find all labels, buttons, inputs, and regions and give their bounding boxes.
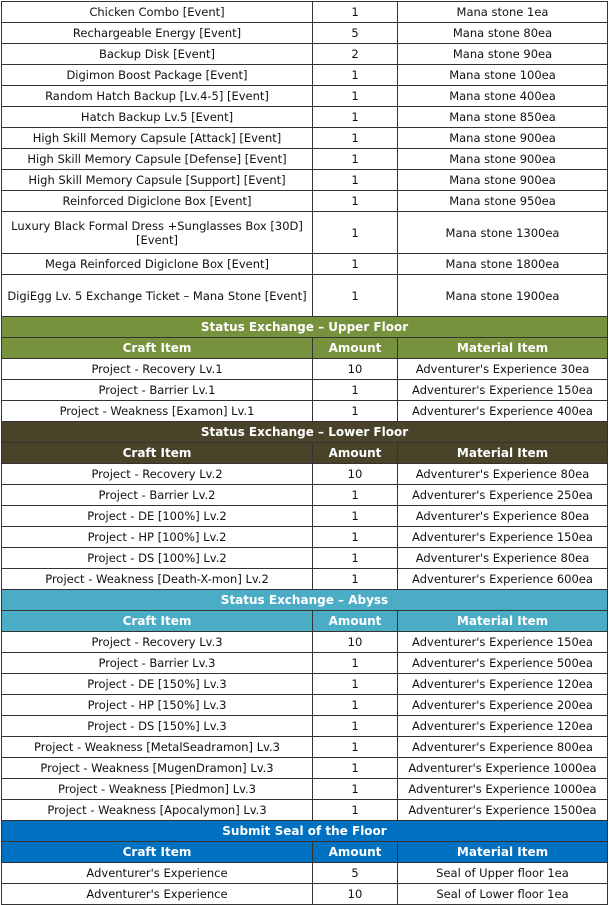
craft-item-cell: Project - DS [150%] Lv.3	[2, 716, 313, 737]
craft-item-cell: Project - Barrier Lv.3	[2, 653, 313, 674]
material-item-cell: Adventurer's Experience 30ea	[398, 359, 608, 380]
amount-cell: 10	[313, 464, 398, 485]
amount-cell: 1	[313, 65, 398, 86]
exchange-table-body	[2, 2, 608, 905]
amount-cell: 1	[313, 674, 398, 695]
material-item-cell: Seal of Upper floor 1ea	[398, 863, 608, 884]
material-item-cell: Adventurer's Experience 1000ea	[398, 779, 608, 800]
amount-cell: 1	[313, 695, 398, 716]
amount-cell: 1	[313, 653, 398, 674]
table-row	[2, 380, 608, 401]
table-row	[2, 65, 608, 86]
amount-cell: 1	[313, 401, 398, 422]
material-item-cell: Adventurer's Experience 500ea	[398, 653, 608, 674]
amount-cell: 1	[313, 548, 398, 569]
table-row	[2, 464, 608, 485]
table-row	[2, 506, 608, 527]
section-title: Status Exchange – Upper Floor	[2, 317, 608, 338]
column-header-row	[2, 611, 608, 632]
amount-cell: 1	[313, 800, 398, 821]
table-row	[2, 674, 608, 695]
column-header-row	[2, 443, 608, 464]
table-row	[2, 44, 608, 65]
section-title-row	[2, 422, 608, 443]
craft-item-cell: Project - Weakness [MetalSeadramon] Lv.3	[2, 737, 313, 758]
material-item-header: Material Item	[398, 338, 608, 359]
table-row	[2, 863, 608, 884]
craft-item-cell: Project - HP [100%] Lv.2	[2, 527, 313, 548]
amount-cell: 10	[313, 359, 398, 380]
table-row	[2, 695, 608, 716]
material-item-cell: Mana stone 900ea	[398, 170, 608, 191]
material-item-cell: Adventurer's Experience 600ea	[398, 569, 608, 590]
amount-cell: 1	[313, 779, 398, 800]
craft-item-cell: High Skill Memory Capsule [Support] [Event]	[2, 170, 313, 191]
craft-item-cell: Project - Recovery Lv.3	[2, 632, 313, 653]
amount-cell: 1	[313, 107, 398, 128]
material-item-cell: Mana stone 1ea	[398, 2, 608, 23]
material-item-header: Material Item	[398, 443, 608, 464]
craft-item-cell: Project - DE [100%] Lv.2	[2, 506, 313, 527]
table-row	[2, 359, 608, 380]
amount-cell: 1	[313, 86, 398, 107]
material-item-header: Material Item	[398, 842, 608, 863]
amount-cell: 1	[313, 569, 398, 590]
table-row	[2, 170, 608, 191]
amount-cell: 1	[313, 380, 398, 401]
craft-item-cell: Mega Reinforced Digiclone Box [Event]	[2, 254, 313, 275]
section-title: Status Exchange – Lower Floor	[2, 422, 608, 443]
amount-cell: 10	[313, 632, 398, 653]
material-item-cell: Mana stone 400ea	[398, 86, 608, 107]
craft-item-cell: DigiEgg Lv. 5 Exchange Ticket – Mana Stone [Event]	[2, 275, 313, 317]
exchange-table	[1, 1, 608, 905]
craft-item-cell: Adventurer's Experience	[2, 884, 313, 905]
table-row	[2, 800, 608, 821]
amount-cell: 1	[313, 737, 398, 758]
material-item-cell: Adventurer's Experience 120ea	[398, 716, 608, 737]
craft-item-header: Craft Item	[2, 443, 313, 464]
craft-item-cell: Luxury Black Formal Dress +Sunglasses Box [30D] [Event]	[2, 212, 313, 254]
craft-item-cell: Project - Barrier Lv.1	[2, 380, 313, 401]
section-title-row	[2, 317, 608, 338]
section-title: Submit Seal of the Floor	[2, 821, 608, 842]
material-item-cell: Mana stone 1800ea	[398, 254, 608, 275]
material-item-cell: Adventurer's Experience 150ea	[398, 632, 608, 653]
table-row	[2, 212, 608, 254]
table-row	[2, 23, 608, 44]
amount-header: Amount	[313, 611, 398, 632]
material-item-cell: Adventurer's Experience 800ea	[398, 737, 608, 758]
table-row	[2, 737, 608, 758]
material-item-cell: Adventurer's Experience 1500ea	[398, 800, 608, 821]
material-item-cell: Mana stone 950ea	[398, 191, 608, 212]
craft-item-header: Craft Item	[2, 842, 313, 863]
material-item-cell: Mana stone 900ea	[398, 149, 608, 170]
amount-cell: 1	[313, 485, 398, 506]
table-row	[2, 275, 608, 317]
craft-item-cell: Project - Recovery Lv.2	[2, 464, 313, 485]
table-row	[2, 716, 608, 737]
material-item-cell: Adventurer's Experience 250ea	[398, 485, 608, 506]
amount-cell: 5	[313, 23, 398, 44]
amount-cell: 1	[313, 149, 398, 170]
column-header-row	[2, 842, 608, 863]
material-item-cell: Mana stone 1900ea	[398, 275, 608, 317]
craft-item-cell: Random Hatch Backup [Lv.4-5] [Event]	[2, 86, 313, 107]
table-row	[2, 758, 608, 779]
amount-cell: 1	[313, 275, 398, 317]
amount-cell: 1	[313, 212, 398, 254]
craft-item-header: Craft Item	[2, 338, 313, 359]
table-row	[2, 527, 608, 548]
craft-item-cell: Project - Weakness [Piedmon] Lv.3	[2, 779, 313, 800]
craft-item-cell: Backup Disk [Event]	[2, 44, 313, 65]
table-row	[2, 86, 608, 107]
amount-cell: 1	[313, 527, 398, 548]
craft-item-cell: Chicken Combo [Event]	[2, 2, 313, 23]
material-item-cell: Adventurer's Experience 150ea	[398, 527, 608, 548]
craft-item-cell: Project - Weakness [MugenDramon] Lv.3	[2, 758, 313, 779]
amount-header: Amount	[313, 842, 398, 863]
table-row	[2, 548, 608, 569]
table-row	[2, 653, 608, 674]
table-row	[2, 632, 608, 653]
amount-cell: 1	[313, 2, 398, 23]
section-title-row	[2, 590, 608, 611]
amount-cell: 1	[313, 170, 398, 191]
craft-item-cell: High Skill Memory Capsule [Defense] [Event]	[2, 149, 313, 170]
material-item-cell: Adventurer's Experience 80ea	[398, 548, 608, 569]
table-row	[2, 401, 608, 422]
amount-header: Amount	[313, 443, 398, 464]
amount-cell: 1	[313, 506, 398, 527]
craft-item-cell: Project - DS [100%] Lv.2	[2, 548, 313, 569]
table-row	[2, 191, 608, 212]
table-row	[2, 107, 608, 128]
table-row	[2, 128, 608, 149]
amount-cell: 1	[313, 254, 398, 275]
material-item-cell: Mana stone 850ea	[398, 107, 608, 128]
craft-item-cell: Project - HP [150%] Lv.3	[2, 695, 313, 716]
material-item-cell: Adventurer's Experience 80ea	[398, 464, 608, 485]
material-item-cell: Adventurer's Experience 400ea	[398, 401, 608, 422]
material-item-cell: Seal of Lower floor 1ea	[398, 884, 608, 905]
amount-cell: 1	[313, 758, 398, 779]
craft-item-cell: Rechargeable Energy [Event]	[2, 23, 313, 44]
material-item-cell: Mana stone 80ea	[398, 23, 608, 44]
craft-item-header: Craft Item	[2, 611, 313, 632]
section-title-row	[2, 821, 608, 842]
amount-cell: 2	[313, 44, 398, 65]
material-item-cell: Mana stone 900ea	[398, 128, 608, 149]
craft-item-cell: Project - DE [150%] Lv.3	[2, 674, 313, 695]
material-item-cell: Adventurer's Experience 80ea	[398, 506, 608, 527]
column-header-row	[2, 338, 608, 359]
amount-cell: 1	[313, 128, 398, 149]
table-row	[2, 569, 608, 590]
craft-item-cell: Adventurer's Experience	[2, 863, 313, 884]
craft-item-cell: Project - Weakness [Examon] Lv.1	[2, 401, 313, 422]
table-row	[2, 254, 608, 275]
amount-cell: 5	[313, 863, 398, 884]
table-row	[2, 779, 608, 800]
craft-item-cell: Project - Weakness [Apocalymon] Lv.3	[2, 800, 313, 821]
section-title: Status Exchange – Abyss	[2, 590, 608, 611]
amount-header: Amount	[313, 338, 398, 359]
material-item-cell: Mana stone 90ea	[398, 44, 608, 65]
table-row	[2, 485, 608, 506]
material-item-header: Material Item	[398, 611, 608, 632]
amount-cell: 1	[313, 191, 398, 212]
material-item-cell: Adventurer's Experience 150ea	[398, 380, 608, 401]
craft-item-cell: Project - Weakness [Death-X-mon] Lv.2	[2, 569, 313, 590]
material-item-cell: Adventurer's Experience 120ea	[398, 674, 608, 695]
amount-cell: 1	[313, 716, 398, 737]
craft-item-cell: Reinforced Digiclone Box [Event]	[2, 191, 313, 212]
material-item-cell: Mana stone 100ea	[398, 65, 608, 86]
material-item-cell: Mana stone 1300ea	[398, 212, 608, 254]
craft-item-cell: Project - Recovery Lv.1	[2, 359, 313, 380]
material-item-cell: Adventurer's Experience 200ea	[398, 695, 608, 716]
amount-cell: 10	[313, 884, 398, 905]
craft-item-cell: High Skill Memory Capsule [Attack] [Event]	[2, 128, 313, 149]
material-item-cell: Adventurer's Experience 1000ea	[398, 758, 608, 779]
table-row	[2, 149, 608, 170]
table-row	[2, 2, 608, 23]
craft-item-cell: Hatch Backup Lv.5 [Event]	[2, 107, 313, 128]
craft-item-cell: Digimon Boost Package [Event]	[2, 65, 313, 86]
craft-item-cell: Project - Barrier Lv.2	[2, 485, 313, 506]
